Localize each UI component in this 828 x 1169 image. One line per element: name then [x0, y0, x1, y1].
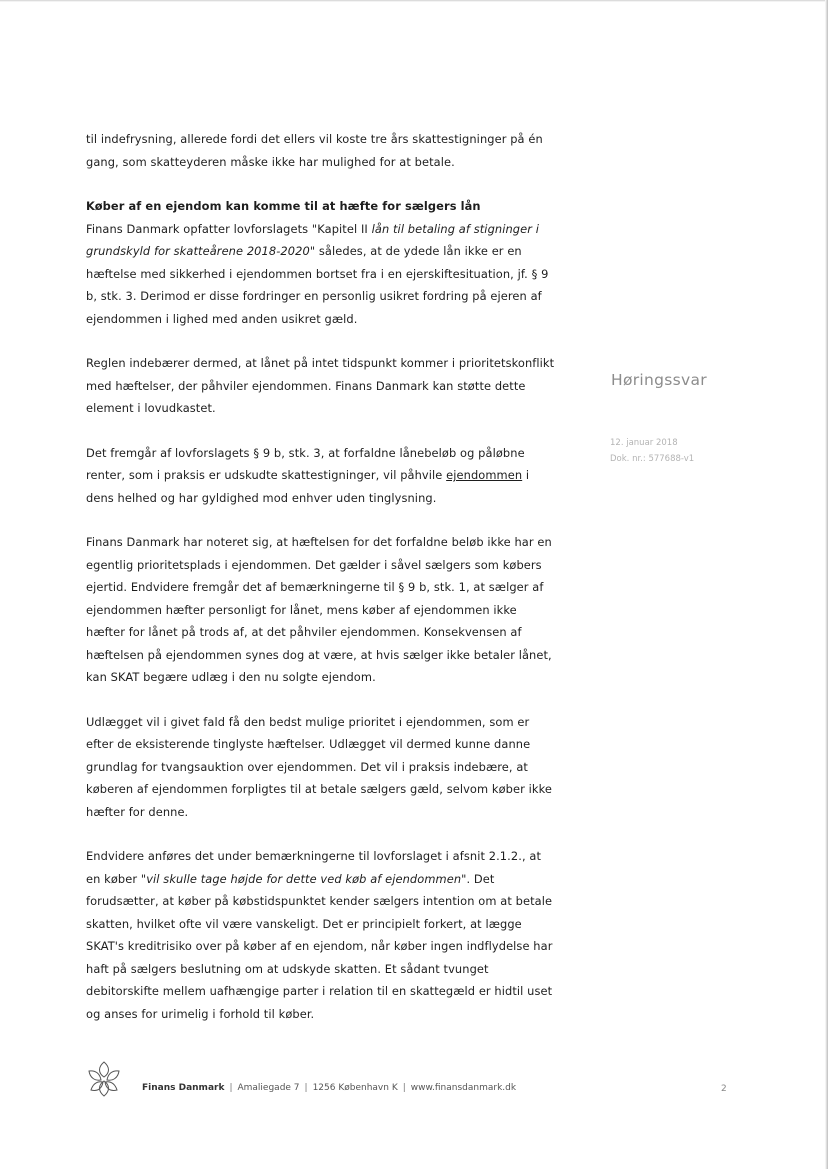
document-body: [86, 128, 556, 1025]
paragraph-9b-part-b: i dens helhed og har gyldighed mod enhver uden tinglysning.: [86, 468, 530, 505]
paragraph-bemaerkninger-part-b: ". Det forudsætter, at køber på købstidspunktet kender sælgers intention om at betale skatten, hvilket ofte vil være vanskeligt. Det er principielt forkert, at lægge SKAT's kreditrisiko over på køber af en ejendom, når køber ingen indflydelse har haft på sælgers beslutning om at udskyde skatten. Et sådant tvunget debitorskifte mellem uafhængige parter i relation til en skattegæld er hidtil uset og anses for urimelig i forhold til køber.: [86, 871, 553, 1021]
paragraph-bemaerkninger-part-a: Endvidere anføres det under bemærkningerne til lovforslaget i afsnit 2.1.2., at en køber ": [86, 849, 542, 886]
paragraph-kapitel-ii-part-b: " således, at de ydede lån ikke er en hæftelse med sikkerhed i ejendommen bortset fra i en ejerskiftesituation, jf. § 9 b, stk. 3. Derimod er disse fordringer en personlig usikret fordring på ejeren af ejendommen i lighed med anden usikret gæld.: [86, 244, 549, 326]
sidebar-doc-number: Dok. nr.: 577688-v1: [610, 454, 695, 464]
page-footer: [0, 1055, 828, 1115]
paragraph-kapitel-ii-part-a: Finans Danmark opfatter lovforslagets "Kapitel II: [86, 221, 372, 236]
paragraph-9b-part-a: Det fremgår af lovforslagets § 9 b, stk. 3, at forfaldne lånebeløb og påløbne renter, som i praksis er udskudte skattestigninger, vil påhvile: [86, 445, 525, 482]
sidebar-title: Høringssvar: [611, 371, 707, 389]
paragraph-9b-underlined: ejendommen: [446, 468, 523, 482]
paragraph-indefrysning: til indefrysning, allerede fordi det ellers vil koste tre års skattestigninger på én gang, som skatteyderen måske ikke har mulighed for at betale.: [86, 132, 543, 169]
footer-website-link[interactable]: www.finansdanmark.dk: [410, 1083, 517, 1093]
section-heading: Køber af en ejendom kan komme til at hæfte for sælgers lån: [86, 199, 481, 213]
paragraph-prioritetskonflikt: Reglen indebærer dermed, at lånet på intet tidspunkt kommer i prioritetskonflikt med hæftelser, der påhviler ejendommen. Finans Danmark kan støtte dette element i lovudkastet.: [86, 356, 555, 415]
paragraph-prioritetsplads: Finans Danmark har noteret sig, at hæftelsen for det forfaldne beløb ikke har en egentlig prioritetsplads i ejendommen. Det gælder i såvel sælgers som købers ejertid. Endvidere fremgår det af bemærkningerne til § 9 b, stk. 1, at sælger af ejendommen hæfter personligt for lånet, mens køber af ejendommen ikke hæfter for lånet på trods af, at det påhviler ejendommen. Konsekvensen af hæftelsen på ejendommen synes dog at være, at hvis sælger ikke betaler lånet, kan SKAT begære udlæg i den nu solgte ejendom.: [86, 535, 552, 684]
finans-danmark-logo-icon: [84, 1059, 124, 1099]
footer-org-name: Finans Danmark: [142, 1083, 225, 1093]
sidebar-date: 12. januar 2018: [610, 438, 678, 448]
paragraph-bemaerkninger-italic: vil skulle tage højde for dette ved køb af ejendommen: [146, 871, 462, 886]
paragraph-udlaeg: Udlægget vil i givet fald få den bedst mulige prioritet i ejendommen, som er efter de eksisterende tinglyste hæftelser. Udlægget vil dermed kunne danne grundlag for tvangsauktion over ejendommen. Det vil i praksis indebære, at køberen af ejendommen forpligtes til at betale sælgers gæld, selvom køber ikke hæfter for denne.: [86, 714, 552, 819]
scan-edge-top: [0, 0, 828, 2]
footer-street: Amaliegade 7: [237, 1083, 300, 1093]
paragraph-bemaerkninger: [86, 845, 556, 1025]
footer-city: 1256 København K: [312, 1083, 398, 1093]
paragraph-kapitel-ii-italic: lån til betaling af stigninger i grundskyld for skatteårene 2018-2020: [86, 221, 540, 258]
page-number: 2: [721, 1084, 727, 1094]
sidebar-meta: [610, 435, 694, 467]
paragraph-kapitel-ii: [86, 218, 556, 331]
footer-address-line: Finans Danmark | Amaliegade 7 | 1256 København K | www.finansdanmark.dk: [142, 1083, 517, 1093]
paragraph-lovforslagets-9b: [86, 442, 556, 510]
